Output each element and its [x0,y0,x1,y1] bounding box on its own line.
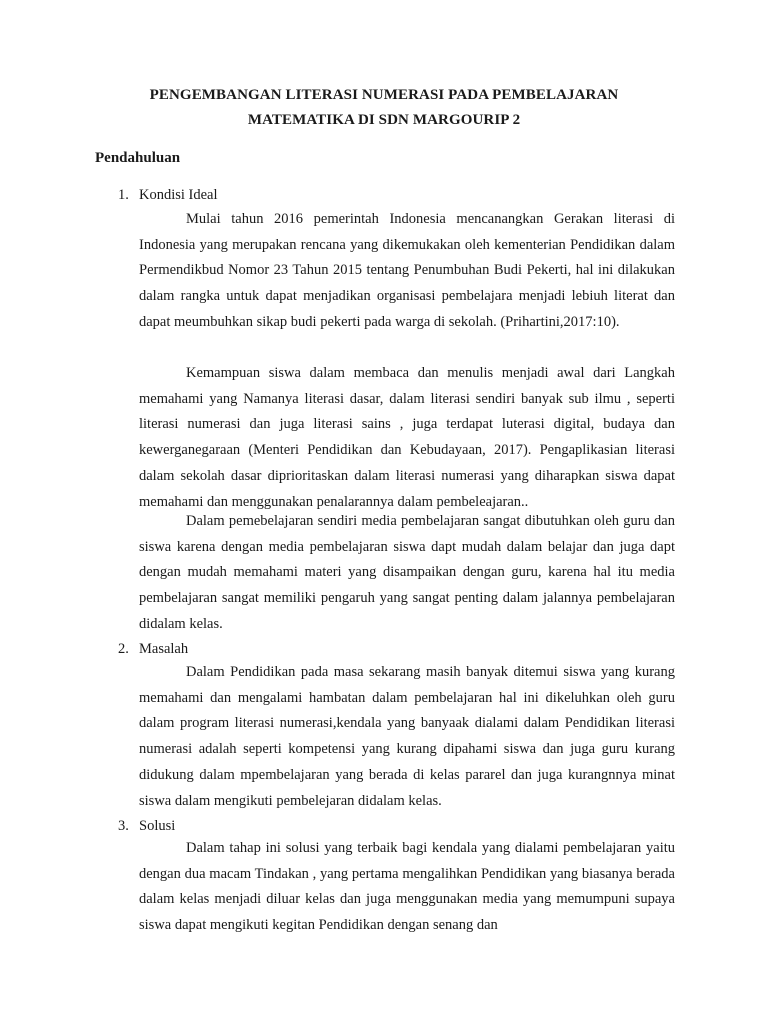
paragraph: Dalam tahap ini solusi yang terbaik bagi kendala yang dialami pembelajaran yaitu dengan dua macam Tindakan , yang pertama mengalihkan Pendidikan yang biasanya berada dalam kelas menjadi diluar kelas dan juga menggunakan media yang memumpuni supaya siswa dapat mengikuti kegitan Pendidikan dengan senang dan [139,840,675,934]
paragraph: Kemampuan siswa dalam membaca dan menulis menjadi awal dari Langkah memahami yang Namanya literasi dasar, dalam literasi sendiri banyak sub ilmu , seperti literasi numerasi dan juga literasi sains , juga terdapat luterasi digital, budaya dan kewerganegaraan (Menteri Pendidikan dan Kebudayaan, 2017). Pengaplikasian literasi dalam sekolah dasar diprioritaskan dalam literasi numerasi yang diharapkan siswa dapat memahami dan menggunakan penalarannya dalam pembeleajaran.. [139,365,675,510]
section-heading: Pendahuluan [95,150,181,166]
paragraph: Dalam Pendidikan pada masa sekarang masih banyak ditemui siswa yang kurang memahami dan mengalami hambatan dalam pembelajaran hal ini dikeluhkan oleh guru dalam program literasi numerasi,kendala yang banyaak dialami dalam Pendidikan literasi numerasi adalah seperti kompetensi yang kurang dipahami siswa dan juga guru kurang didukung dalam mpembelajaran yang berada di kelas pararel dan juga kurangnnya minat siswa dalam mengikuti pembelejaran didalam kelas. [139,664,675,809]
document-title-line-2: MATEMATIKA DI SDN MARGOURIP 2 [247,112,521,128]
list-number: 1. [118,187,129,203]
document-title-line-1: PENGEMBANGAN LITERASI NUMERASI PADA PEMBELAJARAN [149,87,619,103]
list-number: 2. [118,641,129,657]
paragraph: Mulai tahun 2016 pemerintah Indonesia mencanangkan Gerakan literasi di Indonesia yang merupakan rencana yang dikemukakan oleh kementerian Pendidikan dalam Permendikbud Nomor 23 Tahun 2015 tentang Penumbuhan Budi Pekerti, hal ini dilakukan dalam rangka untuk dapat menjadikan organisasi pembelajara menjadi lebiuh literat dan dapat meumbuhkan sikap budi pekerti pada warga di sekolah. (Prihartini,2017:10). [139,211,675,330]
list-number: 3. [118,818,129,834]
list-item-title: Solusi [139,818,176,834]
list-item-title: Masalah [139,641,189,657]
paragraph: Dalam pemebelajaran sendiri media pembelajaran sangat dibutuhkan oleh guru dan siswa karena dengan media pembelajaran siswa dapt mudah dalam belajar dan juga dapt dengan mudah memahami materi yang disampaikan dengan guru, karena hal itu media pembelajaran sangat memiliki pengaruh yang sangat penting dalam jalannya pembelajaran didalam kelas. [139,513,675,632]
list-item-title: Kondisi Ideal [139,187,218,203]
